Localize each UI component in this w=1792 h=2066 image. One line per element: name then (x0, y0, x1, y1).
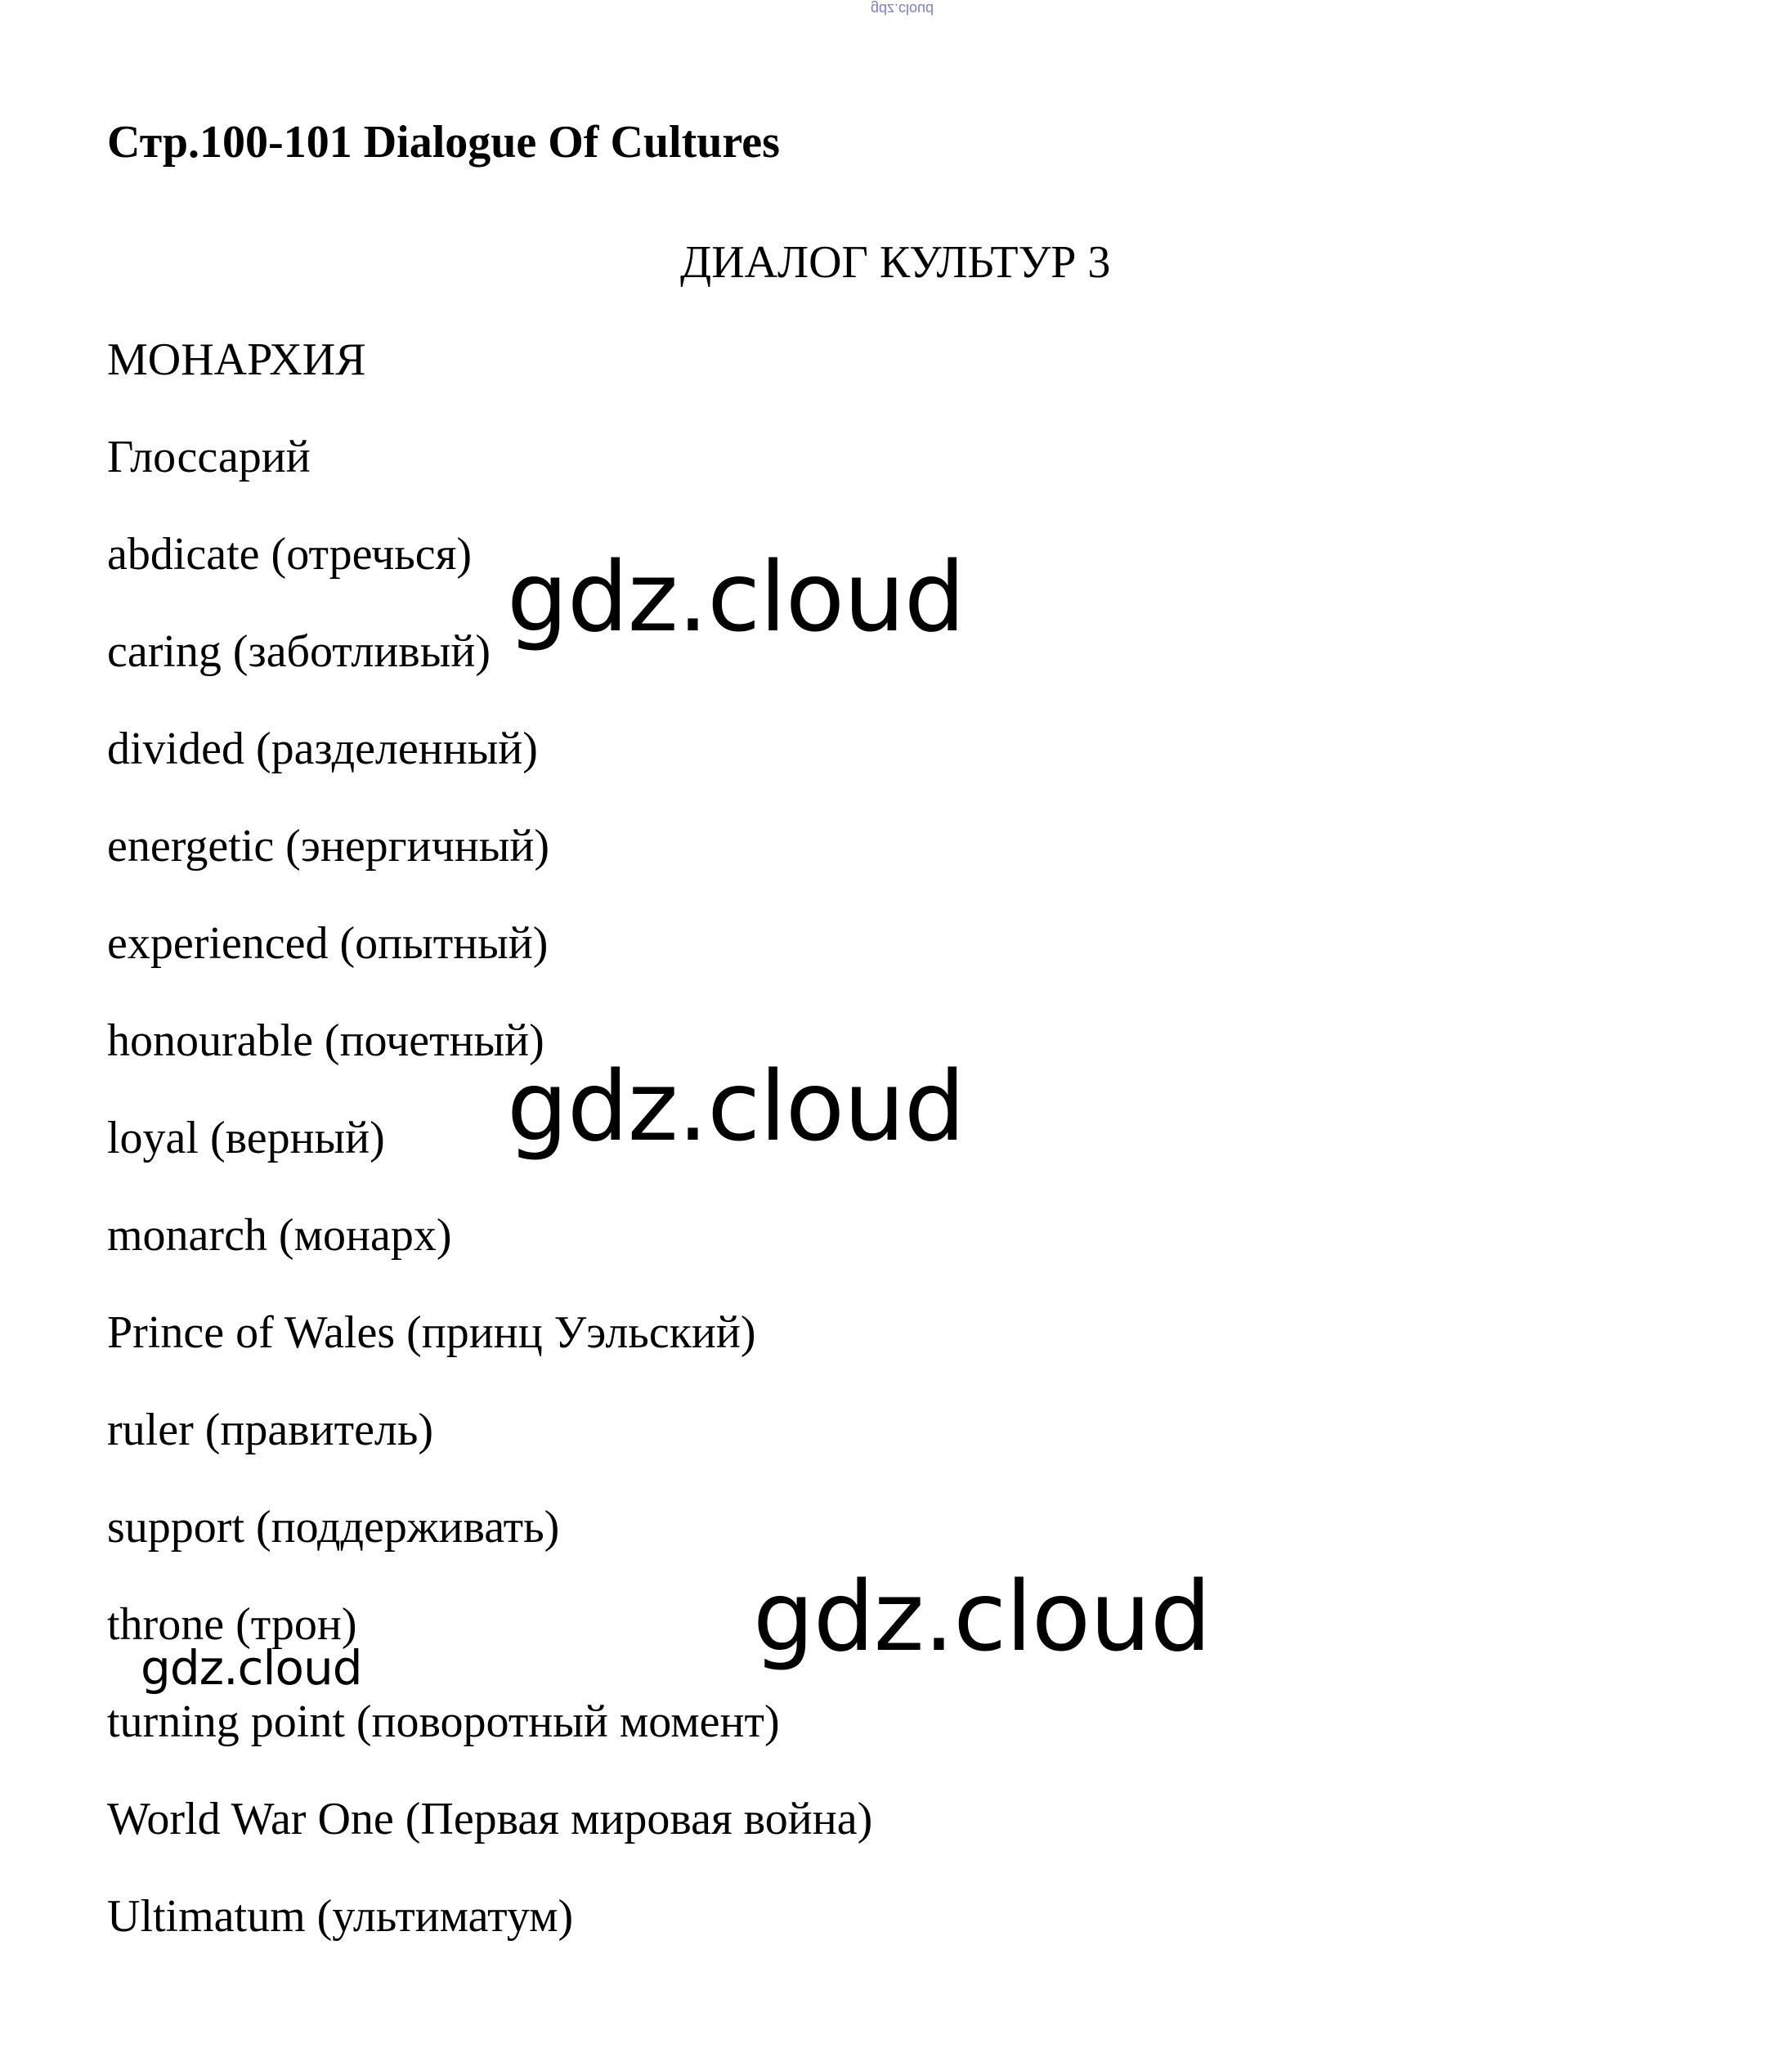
watermark: gdz.cloud (507, 540, 965, 653)
glossary-item: Prince of Wales (принц Уэльский) (107, 1307, 756, 1358)
glossary-item: divided (разделенный) (107, 724, 538, 774)
page-title: Стр.100-101 Dialogue Of Cultures (107, 117, 780, 168)
glossary-item: honourable (почетный) (107, 1015, 544, 1066)
glossary-item: abdicate (отречься) (107, 529, 473, 580)
glossary-heading: Глоссарий (107, 432, 311, 482)
glossary-item: energetic (энергичный) (107, 821, 549, 872)
glossary-item: turning point (поворотный момент) (107, 1696, 780, 1747)
glossary-item: loyal (верный) (107, 1113, 385, 1163)
glossary-item: Ultimatum (ультиматум) (107, 1891, 574, 1942)
page-subtitle: ДИАЛОГ КУЛЬТУР 3 (680, 237, 1111, 288)
section-heading: МОНАРХИЯ (107, 334, 366, 385)
header-watermark: gdz.cloud (871, 1, 934, 17)
glossary-item: caring (заботливый) (107, 626, 491, 677)
watermark: gdz.cloud (141, 1640, 362, 1696)
glossary-item: monarch (монарх) (107, 1210, 452, 1261)
glossary-item: World War One (Первая мировая война) (107, 1794, 873, 1844)
glossary-item: throne (трон) (107, 1599, 357, 1650)
glossary-item: support (поддерживать) (107, 1502, 560, 1553)
watermark: gdz.cloud (507, 1050, 965, 1163)
watermark: gdz.cloud (753, 1560, 1211, 1673)
glossary-item: ruler (правитель) (107, 1405, 434, 1455)
glossary-item: experienced (опытный) (107, 918, 549, 969)
